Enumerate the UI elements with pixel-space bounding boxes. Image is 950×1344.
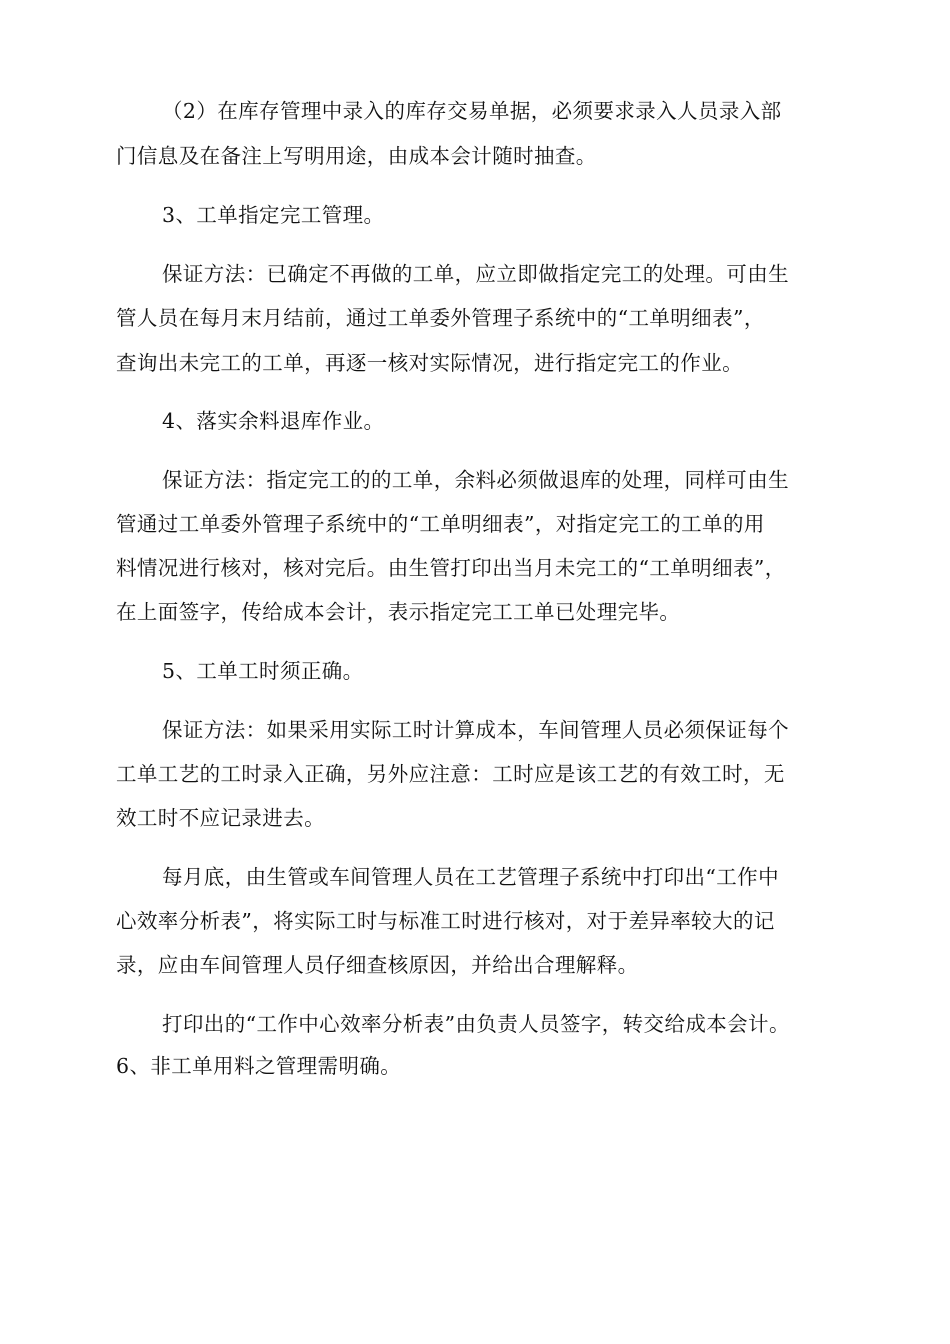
section-heading: 5、工单工时须正确。 — [162, 659, 364, 683]
text-line: 保证方法：如果采用实际工时计算成本，车间管理人员必须保证每个 — [162, 718, 789, 742]
section-heading: 4、落实余料退库作业。 — [162, 409, 385, 433]
text-line: 工单工艺的工时录入正确，另外应注意：工时应是该工艺的有效工时，无 — [116, 762, 785, 786]
text-line: 保证方法：指定完工的的工单，余料必须做退库的处理，同样可由生 — [162, 468, 789, 492]
text-line: 保证方法：已确定不再做的工单，应立即做指定完工的处理。可由生 — [162, 262, 789, 286]
text-line: 门信息及在备注上写明用途，由成本会计随时抽查。 — [116, 144, 597, 168]
text-line: 效工时不应记录进去。 — [116, 806, 325, 830]
text-line: 每月底，由生管或车间管理人员在工艺管理子系统中打印出“工作中 — [162, 865, 779, 889]
section-heading: 3、工单指定完工管理。 — [162, 203, 385, 227]
text-line: 管通过工单委外管理子系统中的“工单明细表”，对指定完工的工单的用 — [116, 512, 765, 536]
text-line: 打印出的“工作中心效率分析表”由负责人员签字，转交给成本会计。 — [162, 1012, 790, 1036]
text-line: （2）在库存管理中录入的库存交易单据，必须要求录入人员录入部 — [162, 99, 782, 123]
text-line: 管人员在每月末月结前，通过工单委外管理子系统中的“工单明细表”， — [116, 306, 765, 330]
text-line: 心效率分析表”，将实际工时与标准工时进行核对，对于差异率较大的记 — [116, 909, 775, 933]
text-line: 料情况进行核对，核对完后。由生管打印出当月未完工的“工单明细表”， — [116, 556, 786, 580]
section-heading: 6、非工单用料之管理需明确。 — [116, 1054, 402, 1078]
text-line: 在上面签字，传给成本会计，表示指定完工工单已处理完毕。 — [116, 600, 681, 624]
text-line: 录，应由车间管理人员仔细查核原因，并给出合理解释。 — [116, 953, 639, 977]
text-line: 查询出未完工的工单，再逐一核对实际情况，进行指定完工的作业。 — [116, 351, 743, 375]
